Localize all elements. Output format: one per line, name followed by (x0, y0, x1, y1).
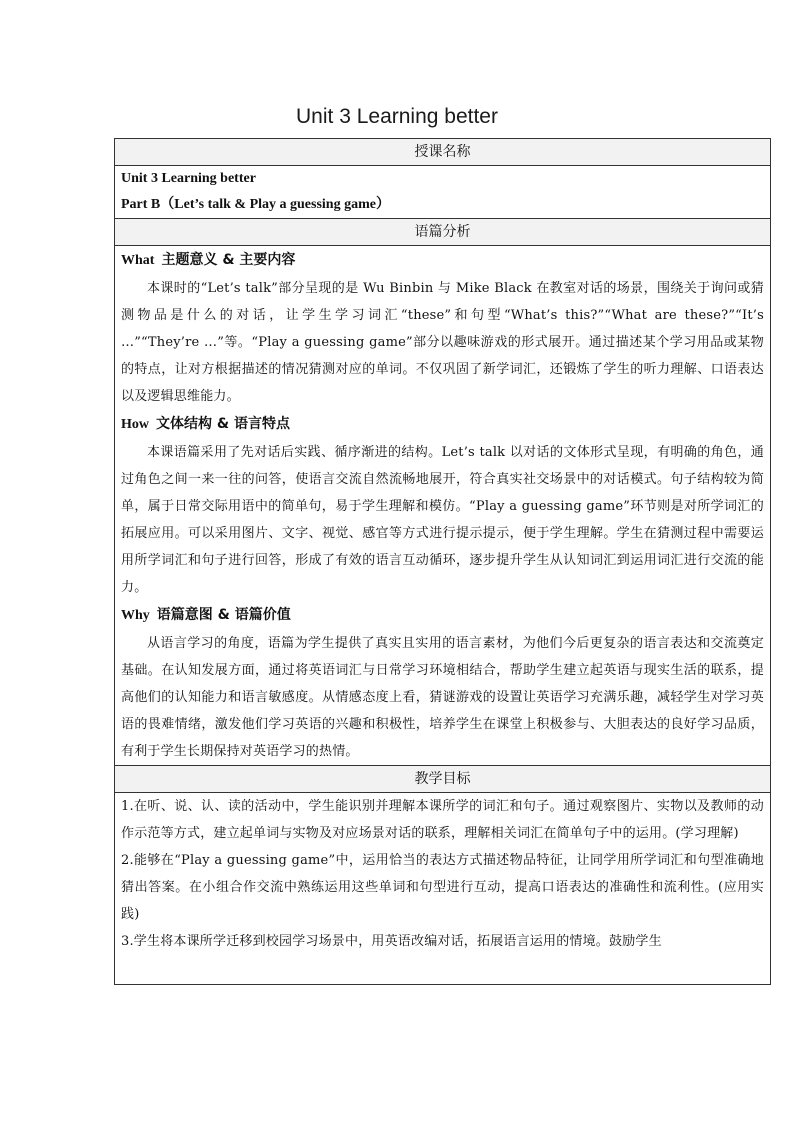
text-analysis-row (115, 246, 771, 766)
teaching-goals-list (121, 793, 764, 984)
how-heading (121, 410, 764, 439)
teaching-goals-row (115, 793, 771, 985)
why-body: 从语言学习的角度，语篇为学生提供了真实且实用的语言素材，为他们今后更复杂的语言表达和交流奠定基础。在认知发展方面，通过将英语词汇与日常学习环境相结合，帮助学生建立起英语与现实生活的联系，提高他们的认知能力和语言敏感度。从情感态度上看，猜谜游戏的设置让英语学习充满乐趣，减轻学生对学习英语的畏难情绪，激发他们学习英语的兴趣和积极性，培养学生在课堂上积极参与、大胆表达的良好学习品质，有利于学生长期保持对英语学习的热情。 (121, 636, 764, 759)
what-body: 本课时的“Let’s talk”部分呈现的是 Wu Binbin 与 Mike Black 在教室对话的场景，围绕关于询问或猜测物品是什么的对话，让学生学习词汇“these”和句型“What’s this?”“What are these?”“It’s …”“They’re …”等。“Play a guessing game”部分以趣味游戏的形式展开。通过描述某个学习用品或某物的特点，让对方根据描述的情况猜测对应的单词。不仅巩固了新学词汇，还锻炼了学生的听力理解、口语表达以及逻辑思维能力。 (121, 281, 764, 404)
lesson-plan-table (114, 138, 771, 985)
course-name-header: 授课名称 (115, 139, 771, 166)
how-body: 本课语篇采用了先对话后实践、循序渐进的结构。Let’s talk 以对话的文体形式呈现，有明确的角色，通过角色之间一来一往的问答，使语言交流自然流畅地展开，符合真实社交场景中的对话模式。句子结构较为简单，属于日常交际用语中的简单句，易于学生理解和模仿。“Play a guessing game”环节则是对所学词汇的拓展应用。可以采用图片、文字、视觉、感官等方式进行提示提示，便于学生理解。学生在猜测过程中需要运用所学词汇和句子进行回答，形成了有效的语言互动循环，逐步提升学生从认知词汇到运用词汇进行交流的能力。 (121, 445, 764, 595)
teaching-goals-cell (115, 793, 771, 985)
teaching-goal-1: 1.在听、说、认、读的活动中，学生能识别并理解本课所学的词汇和句子。通过观察图片、实物以及教师的动作示范等方式，建立起单词与实物及对应场景对话的联系，理解相关词汇在简单句子中的运用。(学习理解) (121, 799, 764, 841)
why-heading (121, 601, 764, 630)
course-part-title: Part B（Let’s talk & Play a guessing game） (121, 197, 390, 212)
document-title: Unit 3 Learning better (296, 105, 498, 128)
text-analysis-header: 语篇分析 (115, 219, 771, 246)
teaching-goals-header-row (115, 766, 771, 793)
why-title: 语篇意图 & 语篇价值 (156, 607, 291, 623)
what-label: What (121, 253, 155, 268)
course-unit-title: Unit 3 Learning better (121, 171, 256, 186)
course-name-header-row (115, 139, 771, 166)
text-analysis-cell (115, 246, 771, 766)
text-analysis-header-row (115, 219, 771, 246)
what-heading (121, 246, 764, 275)
teaching-goal-3: 3.学生将本课所学迁移到校园学习场景中，用英语改编对话，拓展语言运用的情境。鼓励学生 (121, 934, 662, 949)
course-name-cell (115, 166, 771, 219)
how-title: 文体结构 & 语言特点 (156, 416, 290, 432)
what-title: 主题意义 & 主要内容 (161, 252, 296, 268)
why-label: Why (121, 608, 150, 623)
how-label: How (121, 417, 149, 432)
teaching-goals-header: 教学目标 (115, 766, 771, 793)
course-name-row (115, 166, 771, 219)
teaching-goal-2: 2.能够在“Play a guessing game”中，运用恰当的表达方式描述物品特征，让同学用所学词汇和句型准确地猜出答案。在小组合作交流中熟练运用这些单词和句型进行互动，提高口语表达的准确性和流利性。(应用实践) (121, 853, 764, 922)
